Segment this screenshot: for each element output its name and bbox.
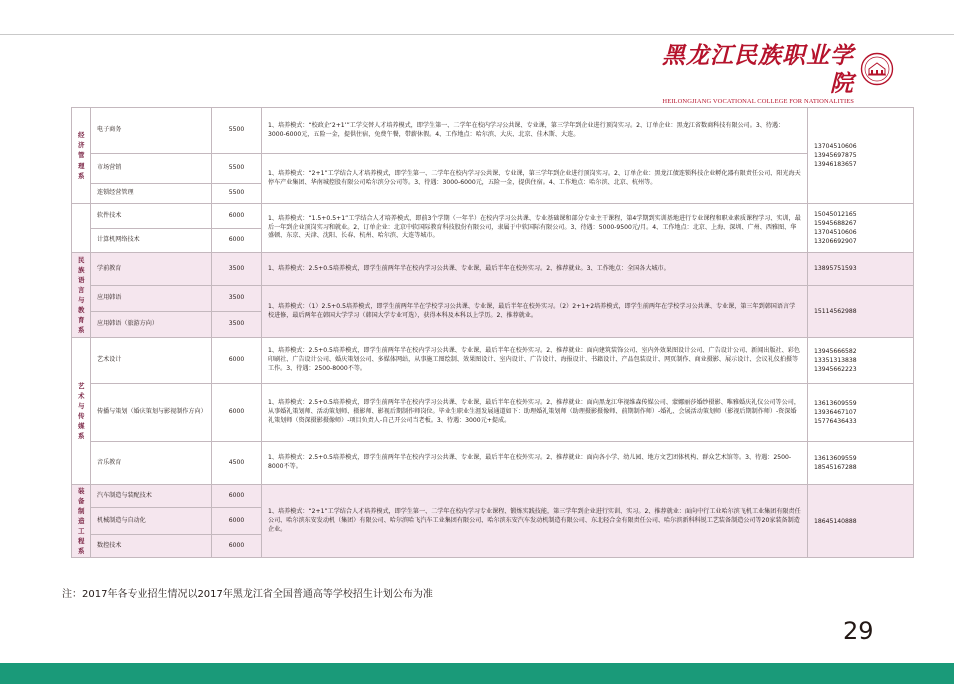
phone-list: 13704510606 13945697875 13946183657 [814,142,857,169]
tuition: 3500 [212,312,262,338]
major-name: 电子商务 [91,108,212,154]
top-divider [0,34,954,35]
description: 1、培养模式：“2+1”工学结合人才培养模式，即学生第一、二学年在校内学习公共课、专业课，第三学年到企业进行顶岗实习。2、订单企业：黑龙江债连锁科技企业孵化器有限责任公司、阳光海天停车产业集团、华南城控股有限公司哈尔滨分公司等。3、待遇：3000-6000元，五险一金，提供住宿。4、工作地点：哈尔滨、北京、杭州等。 [262,154,808,204]
dept-econ-cont [72,204,91,253]
tuition: 6000 [212,508,262,535]
phone-list: 13895751593 [814,265,857,273]
dept-equip: 装 备 制 造 工 程 系 [72,485,91,558]
phone-list: 13613609559 18545167288 [814,454,857,471]
table-row [72,286,914,312]
major-name: 机械制造与自动化 [91,508,212,535]
major-name: 传播与策划（婚庆策划与影视制作方向） [91,384,212,442]
major-name: 软件技术 [91,204,212,229]
major-name: 艺术设计 [91,338,212,384]
contact-phones [808,338,914,384]
tuition: 6000 [212,485,262,508]
school-name-en: HEILONGJIANG VOCATIONAL COLLEGE FOR NATIONALITIES [662,98,854,105]
dept-lang: 民 族 语 言 与 教 育 系 [72,253,91,338]
tuition: 5500 [212,154,262,184]
page-number: 29 [843,617,874,645]
tuition: 4500 [212,442,262,485]
phone-list: 13945666582 13351313838 13945662223 [814,347,857,374]
description: 1、培养模式：2.5+0.5培养模式，即学生前两年半在校内学习公共课、专业课，最后半年在校外实习。2、推荐就业。3、工作地点：全国各大城市。 [262,253,808,286]
phone-list: 18645140888 [814,517,857,525]
tuition: 5500 [212,184,262,204]
contact-phones [808,286,914,338]
major-name: 学前教育 [91,253,212,286]
description: 1、培养模式：2.5+0.5培养模式，即学生前两年半在校内学习公共课、专业课，最后半年在校外实习。2、推荐就业：面向建筑装饰公司、室内外效果图设计公司、广告设计公司、新闻出版社、彩色印刷社、广告设计公司、婚庆策划公司、多媒体网站，从事施工图绘制、效果图设计、室内设计、广告设计、海报设计、书籍设计、产品包装设计、网页制作、商业摄影、展示设计、会议礼仪拍摄等工作。3、待遇：2500-8000不等。 [262,338,808,384]
school-name-cn: 黑龙江民族职业学院 [662,42,854,97]
table-row [72,338,914,384]
contact-phones [808,442,914,485]
table-row [72,253,914,286]
contact-phones [808,204,914,253]
table-row [72,204,914,229]
major-name: 市场营销 [91,154,212,184]
tuition: 3500 [212,286,262,312]
major-name: 数控技术 [91,534,212,557]
tuition: 3500 [212,253,262,286]
tuition: 6000 [212,534,262,557]
contact-phones [808,485,914,558]
major-name: 应用韩语（旅游方向） [91,312,212,338]
description: 1、培养模式：“1.5+0.5+1”工学结合人才培养模式，即前3个学期（一年半）在校内学习公共课、专业基础课和部分专业主干课程，第4学期到实训基地进行专业课程和职业素质课程学习、实训，最后一年到企业顶岗实习和就业。2、订单企业：北京中软国际教育科技股份有限公司，隶属于中软国际有限公司。3、待遇：5000-9500元/月。4、工作地点：北京、上海、深圳、广州、西雅图、华盛顿、东京、天津、沈阳、长春、杭州、哈尔滨、大连等城市。 [262,204,808,253]
major-name: 计算机网络技术 [91,229,212,253]
table-row [72,442,914,485]
table-row [72,154,914,184]
enrollment-table [71,107,914,558]
major-name: 音乐教育 [91,442,212,485]
tuition: 6000 [212,229,262,253]
description: 1、培养模式：2.5+0.5培养模式，即学生前两年半在校内学习公共课、专业课，最后半年在校外实习。2、推荐就业：面向各小学、幼儿园、地方文艺团体机构、群众艺术馆等。3、待遇：2500-8000不等。 [262,442,808,485]
description: 1、培养模式：“校政企‘2+1’”工学交替人才培养模式，即学生第一、二学年在校内学习公共课、专业课，第三学年到企业进行顶岗实习。2、订单企业：黑龙江省数商科技有限公司。3、待遇：3000-6000元，五险一金，提供住宿，免费午餐，带薪休假。4、工作地点：哈尔滨、大庆、北京、佳木斯、大连。 [262,108,808,154]
footnote: 注：2017年各专业招生情况以2017年黑龙江省全国普通高等学校招生计划公布为准 [62,589,433,600]
table-row [72,485,914,508]
tuition: 6000 [212,384,262,442]
contact-phones [808,108,914,204]
major-name: 应用韩语 [91,286,212,312]
tuition: 6000 [212,204,262,229]
dept-art: 艺 术 与 传 媒 系 [72,338,91,485]
bottom-color-bar [0,663,954,684]
phone-list: 13613609559 13936467107 15776436433 [814,399,857,426]
tuition: 6000 [212,338,262,384]
major-name: 汽车制造与装配技术 [91,485,212,508]
phone-list: 15045012165 15945688267 13704510606 13206692907 [814,210,857,246]
tuition: 5500 [212,108,262,154]
table-row [72,108,914,154]
description: 1、培养模式：（1）2.5+0.5培养模式，即学生前两年半在学校学习公共课、专业课，最后半年在校外实习。（2）2+1+2培养模式，即学生前两年在学校学习公共课、专业课，第三年到韩国语言学校进修，最后两年在韩国大学学习（韩国大学专业可选），获得本科及本科以上学历。2、推荐就业。 [262,286,808,338]
major-name: 连锁经营管理 [91,184,212,204]
contact-phones [808,384,914,442]
description: 1、培养模式：“2+1”工学结合人才培养模式，即学生第一、二学年在校内学习专业课程、锻炼实践技能，第三学年到企业进行实训、实习。2、推荐就业：面向中行工业哈尔滨飞机工业集团有限责任公司、哈尔滨东安发动机（集团）有限公司、哈尔滨哈飞汽车工业集团有限公司、哈尔滨东安汽车发动机制造有限公司、东北轻合金有限责任公司、哈尔滨新科科锐工艺装备制造公司等20家装备制造企业。 [262,485,808,558]
table-row [72,384,914,442]
contact-phones [808,253,914,286]
dept-econ: 经 济 管 理 系 [72,108,91,204]
school-logo [644,42,854,105]
school-seal-icon [860,52,894,86]
phone-list: 15114562988 [814,307,857,315]
description: 1、培养模式：2.5+0.5培养模式，即学生前两年半在校内学习公共课、专业课，最后半年在校外实习。2、推荐就业：面向黑龙江华视维森传媒公司、蒙娜丽莎婚纱摄影、唯雅婚庆礼仪公司等公司，从事婚礼策划师、活动策划师、摄影师、影视后期制作师岗位。毕业生职业生涯发展通道如下：助理婚礼策划师（助理摄影摄像师、前期制作师）-婚礼、会展活动策划师（影视后期制作师）-资深婚礼策划师（资深摄影摄像师）-项目负责人-自己开公司当老板。3、待遇：3000元+提成。 [262,384,808,442]
